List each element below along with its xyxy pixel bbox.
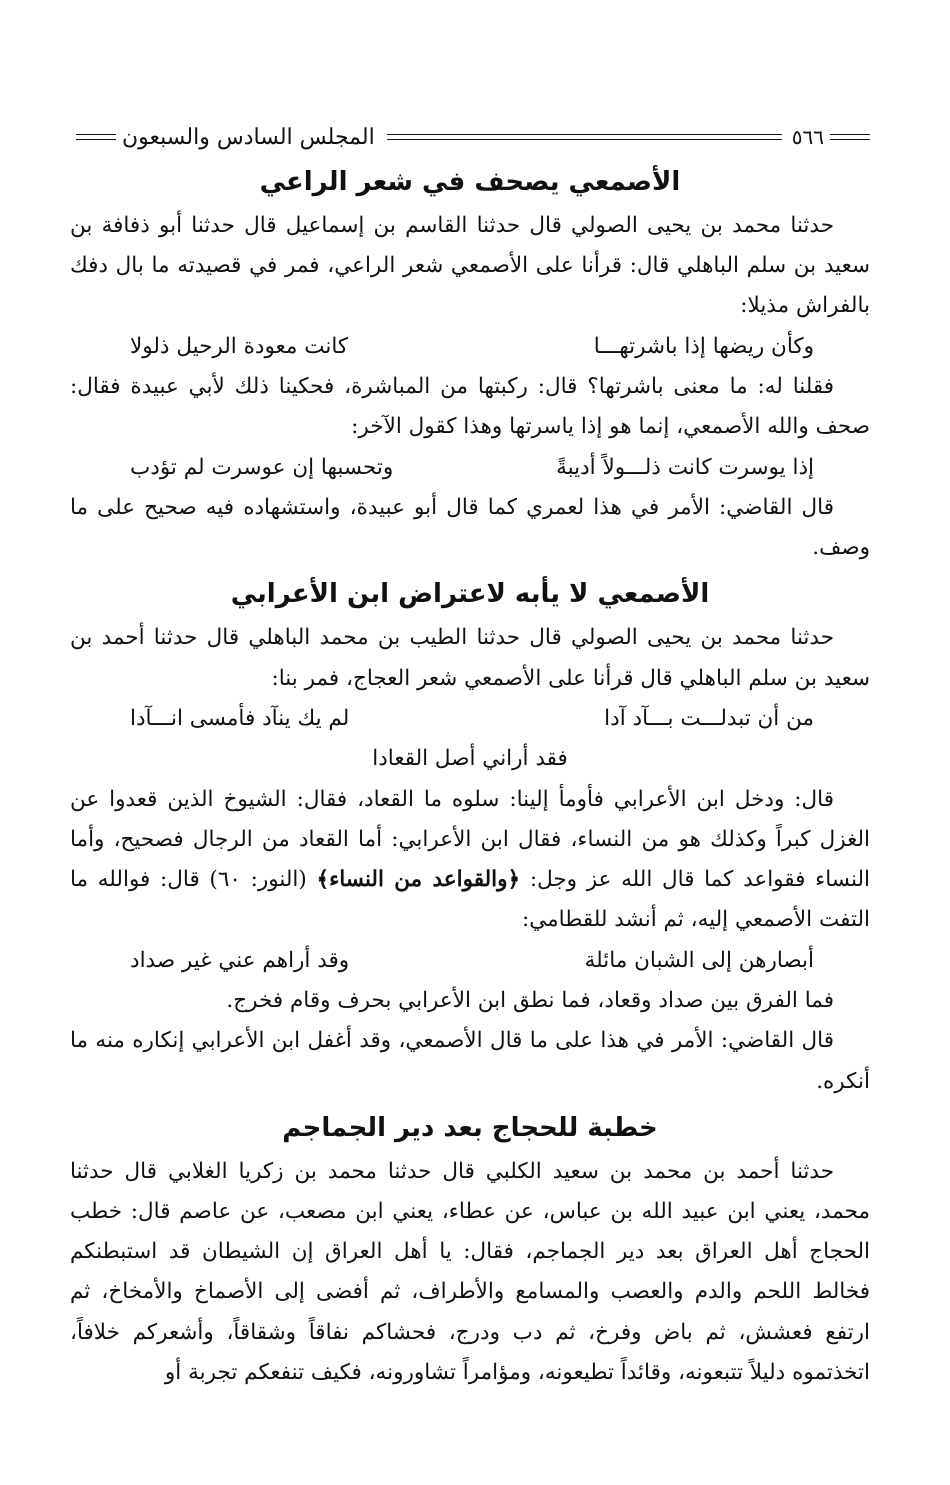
section-title: الأصمعي لا يأبه لاعتراض ابن الأعرابي: [230, 579, 710, 610]
header-rule-left: [76, 134, 116, 140]
verse-line: [70, 327, 870, 368]
running-title: المجلس السادس والسبعون: [122, 124, 375, 150]
verse-line: [70, 941, 870, 982]
paragraph: [70, 780, 870, 941]
page-number: ٥٦٦: [791, 125, 824, 149]
paragraph: قال القاضي: الأمر في هذا على ما قال الأصمعي، وقد أغفل ابن الأعرابي إنكاره منه ما أنكره.: [70, 1028, 870, 1094]
paragraph: فما الفرق بين صداد وقعاد، فما نطق ابن الأعرابي بحرف وقام فخرج.: [226, 988, 834, 1014]
verse-hemistich-second: لم يك ينآد فأمسى انـــآدا: [130, 705, 350, 731]
verse-hemistich-first: إذا يوسرت كانت ذلـــولاً أديبةً: [556, 454, 814, 480]
paragraph-text: (النور: ٦٠) قال: فوالله ما التفت الأصمعي إليه، ثم أنشد للقطامي:: [70, 867, 870, 933]
header-rule-right: [830, 134, 870, 140]
verse-hemistich-second: وتحسبها إن عوسرت لم تؤدب: [130, 454, 394, 480]
section-title: خطبة للحجاج بعد دير الجماجم: [282, 1112, 658, 1143]
paragraph-text: قال: ودخل ابن الأعرابي فأومأ إلينا: سلوه ما القعاد، فقال: الشيوخ الذين قعدوا عن الغزل كبراً وكذلك هو من النساء، فقال ابن الأعرابي: أما القعاد من الرجال فصحيح، وأما النساء فقواعد كما قال الله عز وجل:: [70, 786, 870, 893]
verse-hemistich-first: من أن تبدلـــت بـــآد آدا: [604, 705, 814, 731]
section-title: الأصمعي يصحف في شعر الراعي: [259, 167, 681, 197]
paragraph: فقلنا له: ما معنى باشرتها؟ قال: ركبتها من المباشرة، فحكينا ذلك لأبي عبيدة فقال: صحف والله الأصمعي، إنما هو إذا ياسرتها وهذا كقول الآخر:: [70, 374, 870, 440]
verse-line: [70, 699, 870, 740]
verse-hemistich-second: وقد أراهم عني غير صداد: [130, 947, 350, 973]
header-rule-middle: [387, 134, 782, 140]
verse-hemistich-first: أبصارهن إلى الشبان مائلة: [584, 947, 814, 973]
running-header: [70, 118, 870, 156]
verse-hemistich-second: كانت معودة الرحيل ذلولا: [130, 333, 349, 359]
verse-line: [70, 448, 870, 489]
paragraph: حدثنا محمد بن يحيى الصولي قال حدثنا القاسم بن إسماعيل قال حدثنا أبو ذفافة بن سعيد بن سلم الباهلي قال: قرأنا على الأصمعي شعر الراعي، فمر في قصيدته ما بال دفك بالفراش مذيلا:: [70, 213, 870, 319]
quran-quote: ﴿والقواعد من النساء﴾: [316, 867, 521, 893]
book-page: [70, 118, 870, 1393]
verse-hemistich-first: وكأن ريضها إذا باشرتهـــا: [593, 333, 814, 359]
paragraph: حدثنا أحمد بن محمد بن سعيد الكلبي قال حدثنا محمد بن زكريا الغلابي قال حدثنا محمد، يعني ابن عبيد الله بن عباس، عن عطاء، يعني ابن مصعب، عن عاصم قال: خطب الحجاج أهل العراق بعد دير الجماجم، فقال: يا أهل العراق إن الشيطان قد استبطنكم فخالط اللحم والدم والعصب والمسامع والأطراف، ثم أفضى إلى الأصماخ والأمخاخ، ثم ارتفع فعشش، ثم باض وفرخ، ثم دب ودرج، فحشاكم نفاقاً وشقاقاً، وأشعركم خلافاً، اتخذتموه دليلاً تتبعونه، وقائداً تطيعونه، ومؤامراً تشاورونه، فكيف تنفعكم تجربة أو: [70, 1158, 870, 1385]
paragraph: حدثنا محمد بن يحيى الصولي قال حدثنا الطيب بن محمد الباهلي قال حدثنا أحمد بن سعيد بن سلم الباهلي قال قرأنا على الأصمعي شعر العجاج، فمر بنا:: [70, 625, 870, 691]
verse-line-centered: فقد أراني أصل القعادا: [372, 746, 568, 772]
paragraph: قال القاضي: الأمر في هذا لعمري كما قال أبو عبيدة، واستشهاده فيه صحيح على ما وصف.: [70, 495, 870, 561]
